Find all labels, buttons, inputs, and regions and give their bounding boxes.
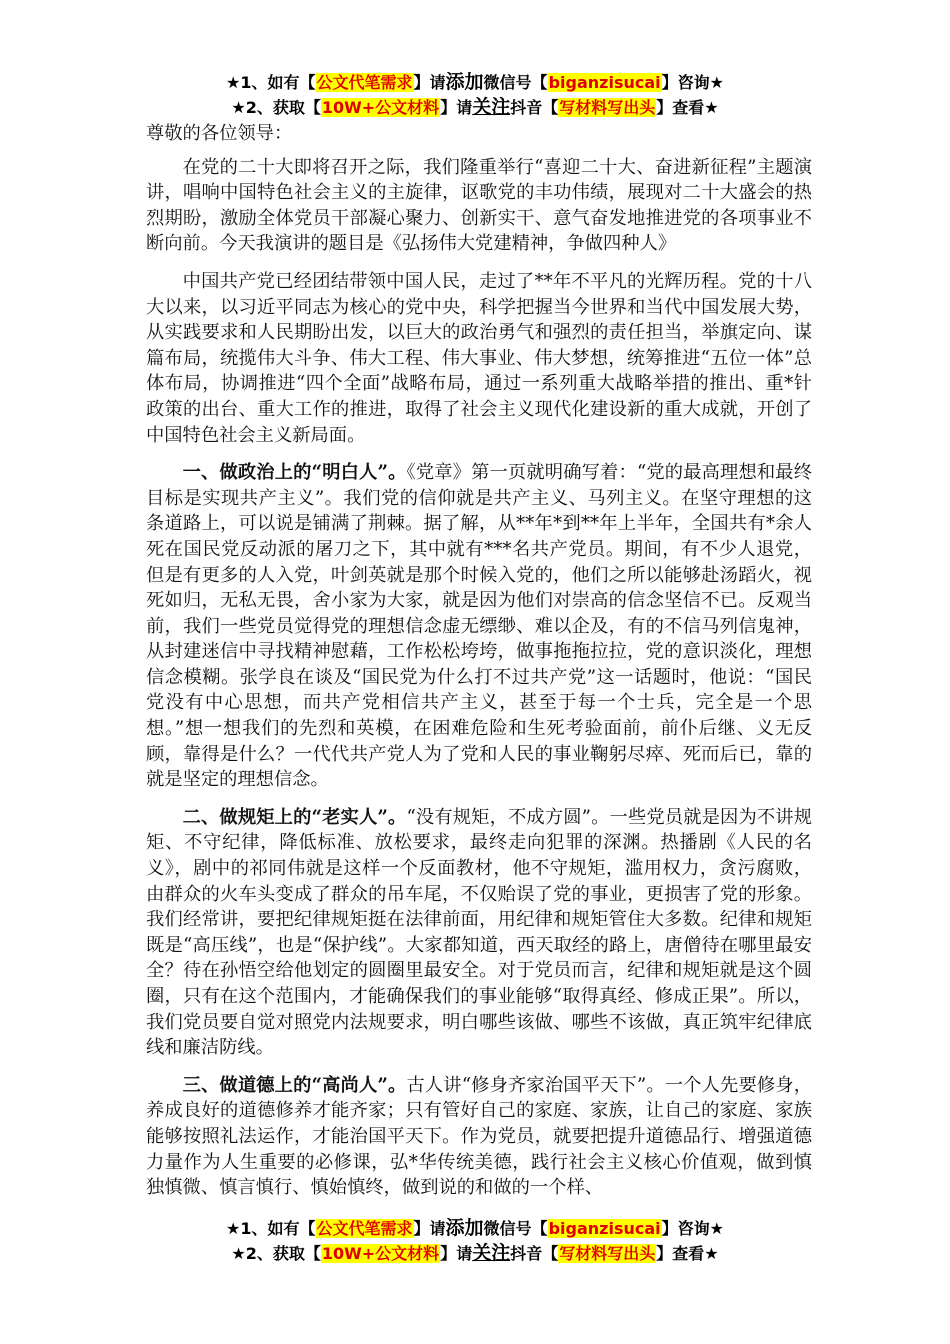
promo-highlight-douyin-id: 写材料写出头 (559, 1244, 656, 1263)
section-heading: 一、做政治上的“明白人”。 (182, 462, 407, 484)
section-text: “没有规矩，不成方圆”。一些党员就是因为不讲规矩、不守纪律，降低标准、放松要求，最终走向犯罪的深渊。热播剧《人民的名义》，剧中的祁同伟就是这样一个反面教材，他不守规矩，滥用权力，贪污腐败，由群众的火车头变成了群众的吊车尾，不仅贻误了党的事业，更损害了党的形象。我们经常讲，要把纪律规矩挺在法律前面，用纪律和规矩管住大多数。纪律和规矩既是“高压线”，也是“保护线”。大家都知道，西天取经的路上，唐僧待在哪里最安全？待在孙悟空给他划定的圆圈里最安全。对于党员而言，纪律和规矩就是这个圆圈，只有在这个范围内，才能确保我们的事业能够“取得真经、修成正果”。所以，我们党员要自觉对照党内法规要求，明白哪些该做、哪些不该做，真正筑牢纪律底线和廉洁防线。 (146, 806, 812, 1059)
promo-text: 】请 (413, 1219, 446, 1238)
promo-line-1 (0, 1216, 950, 1241)
promo-emphasis: 关注 (472, 96, 511, 118)
promo-text: 】咨询★ (661, 1219, 724, 1238)
promo-highlight-wechat-id: biganzisucai (548, 1219, 661, 1238)
greeting: 尊敬的各位领导： (146, 123, 293, 144)
section-3 (146, 1073, 812, 1201)
section-1 (146, 460, 812, 793)
section-heading: 三、做道德上的“高尚人”。 (182, 1074, 407, 1096)
section-2 (146, 805, 812, 1061)
promo-text: 】请 (413, 73, 446, 92)
promo-text: 】请 (440, 1244, 473, 1263)
promo-text: ★2、获取【 (231, 98, 321, 117)
paragraph-intro: 在党的二十大即将召开之际，我们隆重举行“喜迎二十大、奋进新征程”主题演讲，唱响中国特色社会主义的主旋律，讴歌党的丰功伟绩，展现对二十大盛会的热烈期盼，激励全体党员干部凝心聚力、创新实干、意气奋发地推进党的各项事业不断向前。今天我演讲的题目是《弘扬伟大党建精神，争做四种人》 (146, 156, 812, 255)
promo-emphasis: 添加 (445, 1217, 484, 1239)
promo-text: 微信号【 (483, 73, 548, 92)
promo-emphasis: 关注 (472, 1242, 511, 1264)
promo-text: 抖音【 (510, 98, 559, 117)
section-text: 《党章》第一页就明确写着：“党的最高理想和最终目标是实现共产主义”。我们党的信仰就是共产主义、马列主义。在坚守理想的这条道路上，可以说是铺满了荆棘。据了解，从**年*到**年上半年，全国共有*余人死在国民党反动派的屠刀之下，其中就有***名共产党员。期间，有不少人退党，但是有更多的人入党，叶剑英就是那个时候入党的，他们之所以能够赴汤蹈火，视死如归，无私无畏，舍小家为大家，就是因为他们对崇高的信念坚信不已。反观当前，我们一些党员觉得党的理想信念虚无缥缈、难以企及，有的不信马列信鬼神，从封建迷信中寻找精神慰藉，工作松松垮垮，做事拖拖拉拉，党的意识淡化，理想信念模糊。张学良在谈及“国民党为什么打不过共产党”这一话题时，他说：“国民党没有中心思想，而共产党相信共产主义，甚至于每一个士兵，完全是一个思想。”想一想我们的先烈和英模，在困难危险和生死考验面前，前仆后继、义无反顾，靠得是什么？一代代共产党人为了党和人民的事业鞠躬尽瘁、死而后已，靠的就是坚定的理想信念。 (146, 462, 813, 791)
promo-text: 】咨询★ (661, 73, 724, 92)
footer-promo-banner (0, 1216, 950, 1266)
promo-highlight: 公文代笔需求 (316, 73, 413, 92)
section-heading: 二、做规矩上的“老实人”。 (182, 806, 407, 828)
section-text: 古人讲“修身齐家治国平天下”。一个人先要修身，养成良好的道德修养才能齐家；只有管好自己的家庭、家族，让自己的家庭、家族能够按照礼法运作，才能治国平天下。作为党员，就要把提升道德品行、增强道德力量作为人生重要的必修课，弘*华传统美德，践行社会主义核心价值观，做到慎独慎微、慎言慎行、慎始慎终，做到说的和做的一个样、 (146, 1074, 812, 1199)
promo-text: 】请 (440, 98, 473, 117)
promo-highlight-douyin-id: 写材料写出头 (559, 98, 656, 117)
promo-text: ★2、获取【 (231, 1244, 321, 1263)
promo-text: 微信号【 (483, 1219, 548, 1238)
promo-highlight: 公文代笔需求 (316, 1219, 413, 1238)
paragraph-background: 中国共产党已经团结带领中国人民，走过了**年不平凡的光辉历程。党的十八大以来，以习近平同志为核心的党中央，科学把握当今世界和当代中国发展大势，从实践要求和人民期盼出发，以巨大的政治勇气和强烈的责任担当，举旗定向、谋篇布局，统揽伟大斗争、伟大工程、伟大事业、伟大梦想，统筹推进“五位一体”总体布局，协调推进“四个全面”战略布局，通过一系列重大战略举措的推出、重*针政策的出台、重大工作的推进，取得了社会主义现代化建设新的重大成就，开创了中国特色社会主义新局面。 (146, 270, 812, 446)
promo-emphasis: 添加 (445, 71, 484, 93)
promo-text: 】查看★ (656, 98, 719, 117)
promo-text: ★1、如有【 (226, 1219, 316, 1238)
document-body (146, 121, 812, 1213)
promo-text: 抖音【 (510, 1244, 559, 1263)
promo-line-2 (0, 95, 950, 120)
promo-line-1 (0, 70, 950, 95)
promo-highlight: 10W+公文材料 (321, 1244, 440, 1263)
header-promo-banner (0, 70, 950, 120)
promo-highlight: 10W+公文材料 (321, 98, 440, 117)
promo-text: 】查看★ (656, 1244, 719, 1263)
promo-line-2 (0, 1241, 950, 1266)
promo-text: ★1、如有【 (226, 73, 316, 92)
promo-highlight-wechat-id: biganzisucai (548, 73, 661, 92)
